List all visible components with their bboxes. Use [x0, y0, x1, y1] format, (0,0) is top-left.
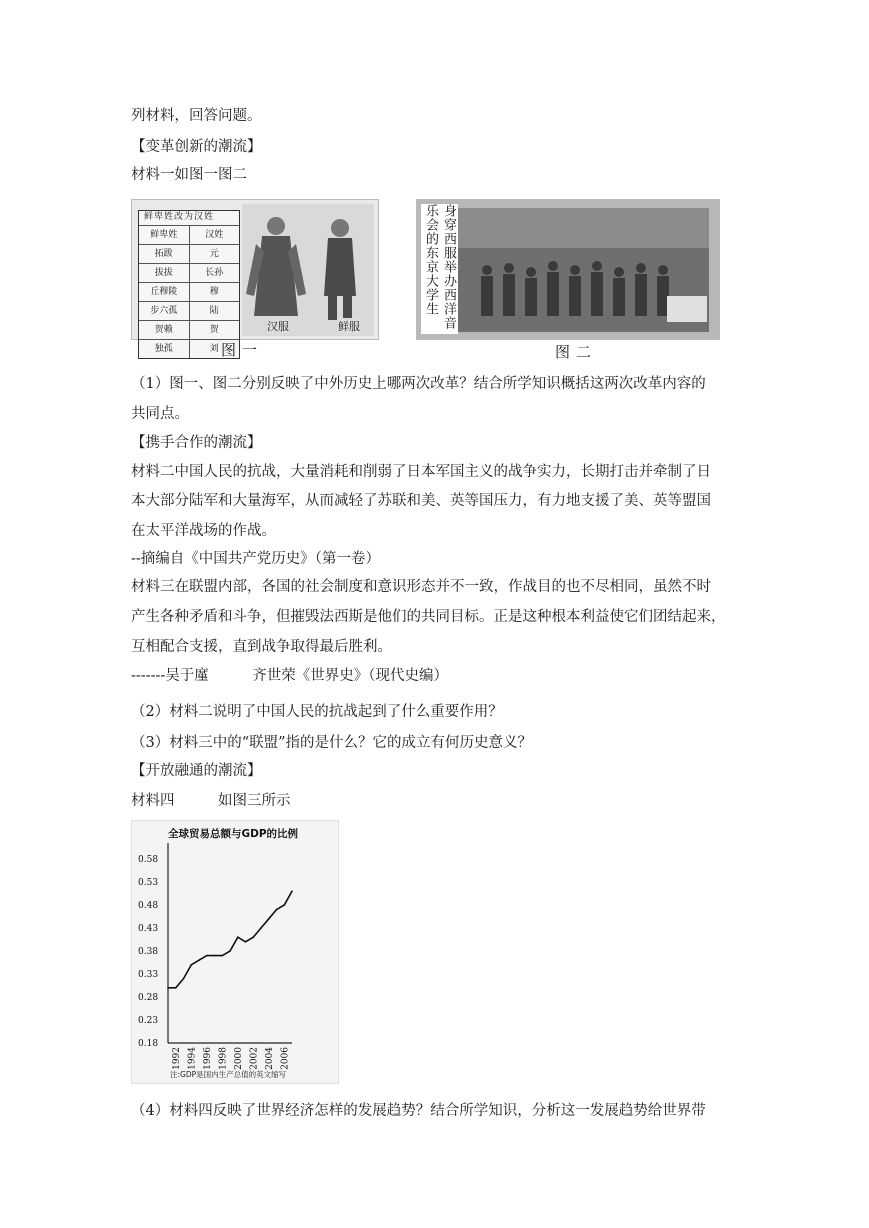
data-point: [260, 927, 262, 929]
material-one-label: 材料一如图一图二: [131, 167, 247, 183]
y-tick-label: 0.23: [138, 1016, 159, 1026]
table-row: 独孤 刘: [139, 339, 239, 358]
material-three-line-2: 产生各种矛盾和斗争，但摧毁法西斯是他们的共同目标。正是这种根本利益使它们团结起来，: [131, 609, 726, 625]
figure-1-caption: 图一: [221, 341, 264, 359]
x-tick-label: 1994: [187, 1047, 198, 1070]
data-point: [283, 904, 285, 906]
series-line: [168, 891, 292, 988]
question-2: （2）材料二说明了中国人民的抗战起到了什么重要作用？: [131, 704, 503, 720]
section-heading-openness: 【开放融通的潮流】: [131, 763, 262, 779]
data-point: [221, 955, 223, 957]
data-point: [245, 941, 247, 943]
chart-note: 注:GDP是国内生产总值的英文缩写: [170, 1070, 287, 1079]
costume-illustration: [242, 204, 374, 336]
x-tick-label: 1998: [218, 1047, 229, 1070]
x-tick-label: 2006: [280, 1047, 291, 1070]
data-point: [167, 987, 169, 989]
data-point: [183, 978, 185, 980]
x-tick-label: 1996: [202, 1047, 213, 1070]
material-two-line-3: 在太平洋战场的作战。: [131, 523, 276, 539]
table-row: 贺赖 贺: [139, 320, 239, 339]
question-1-line-1: （1）图一、图二分别反映了中外历史上哪两次改革？结合所学知识概括这两次改革内容的: [131, 376, 706, 392]
line-chart: [132, 821, 338, 1083]
data-point: [268, 918, 270, 920]
table-row: 丘穆陵 穆: [139, 282, 239, 301]
figure-2-text-line-2: 身穿西服举办西洋音: [439, 204, 458, 334]
material-two-source: --摘编自《中国共产党历史》（第一卷）: [131, 551, 381, 567]
data-point: [237, 936, 239, 938]
section-heading-cooperation: 【携手合作的潮流】: [131, 435, 262, 451]
question-1-line-2: 共同点。: [131, 406, 189, 422]
y-tick-label: 0.43: [138, 924, 159, 934]
data-point: [190, 964, 192, 966]
figure-2-caption: 图二: [555, 343, 598, 361]
intro-line: 列材料，回答问题。: [131, 108, 262, 124]
table-row: 拓跋 元: [139, 244, 239, 263]
table-row: 拔拔 长孙: [139, 263, 239, 282]
concert-photo: [417, 200, 719, 339]
material-three-source: -------吴于廑 齐世荣《世界史》（现代史编）: [131, 668, 449, 684]
data-point: [276, 909, 278, 911]
material-three-line-1: 材料三在联盟内部，各国的社会制度和意识形态并不一致，作战目的也不尽相同，虽然不时: [131, 579, 711, 595]
figure-2-text-line-1: 乐会的东京大学生: [421, 204, 440, 334]
data-point: [229, 950, 231, 952]
data-point: [175, 987, 177, 989]
y-tick-label: 0.28: [138, 993, 159, 1003]
x-tick-label: 1992: [171, 1047, 182, 1070]
question-4: （4）材料四反映了世界经济怎样的发展趋势？结合所学知识，分析这一发展趋势给世界带: [131, 1103, 706, 1119]
x-tick-label: 2002: [249, 1047, 260, 1070]
surname-table-title: 鲜卑姓改为汉姓: [144, 212, 215, 222]
table-row: 步六孤 陆: [139, 301, 239, 320]
x-tick-label: 2004: [264, 1047, 275, 1070]
material-two-line-2: 本大部分陆军和大量海军，从而减轻了苏联和美、英等国压力，有力地支援了美、英等盟国: [131, 493, 711, 509]
y-tick-label: 0.48: [138, 901, 159, 911]
y-tick-label: 0.53: [138, 878, 159, 888]
label-xianbei-costume: 鲜服: [338, 320, 360, 333]
data-point: [214, 955, 216, 957]
surname-table: [138, 210, 240, 359]
y-tick-label: 0.38: [138, 947, 159, 957]
table-row: 鲜卑姓 汉姓: [139, 225, 239, 244]
data-point: [206, 955, 208, 957]
material-four-label: 材料四 如图三所示: [131, 793, 291, 809]
material-three-line-3: 互相配合支援，直到战争取得最后胜利。: [131, 639, 392, 655]
figure-2-image: [416, 199, 720, 340]
data-point: [291, 890, 293, 892]
data-point: [252, 936, 254, 938]
material-two-line-1: 材料二中国人民的抗战，大量消耗和削弱了日本军国主义的战争实力，长期打击并牵制了日: [131, 464, 711, 480]
x-tick-label: 2000: [233, 1047, 244, 1070]
section-heading-reform: 【变革创新的潮流】: [131, 139, 262, 155]
question-3: （3）材料三中的“联盟”指的是什么？它的成立有何历史意义？: [131, 735, 533, 751]
y-tick-label: 0.18: [138, 1039, 159, 1049]
chart-title: 全球贸易总额与GDP的比例: [168, 828, 299, 840]
y-tick-label: 0.33: [138, 970, 159, 980]
figure-3-chart: [131, 820, 339, 1084]
y-tick-label: 0.58: [138, 855, 159, 865]
data-point: [198, 959, 200, 961]
label-han-costume: 汉服: [267, 320, 289, 333]
